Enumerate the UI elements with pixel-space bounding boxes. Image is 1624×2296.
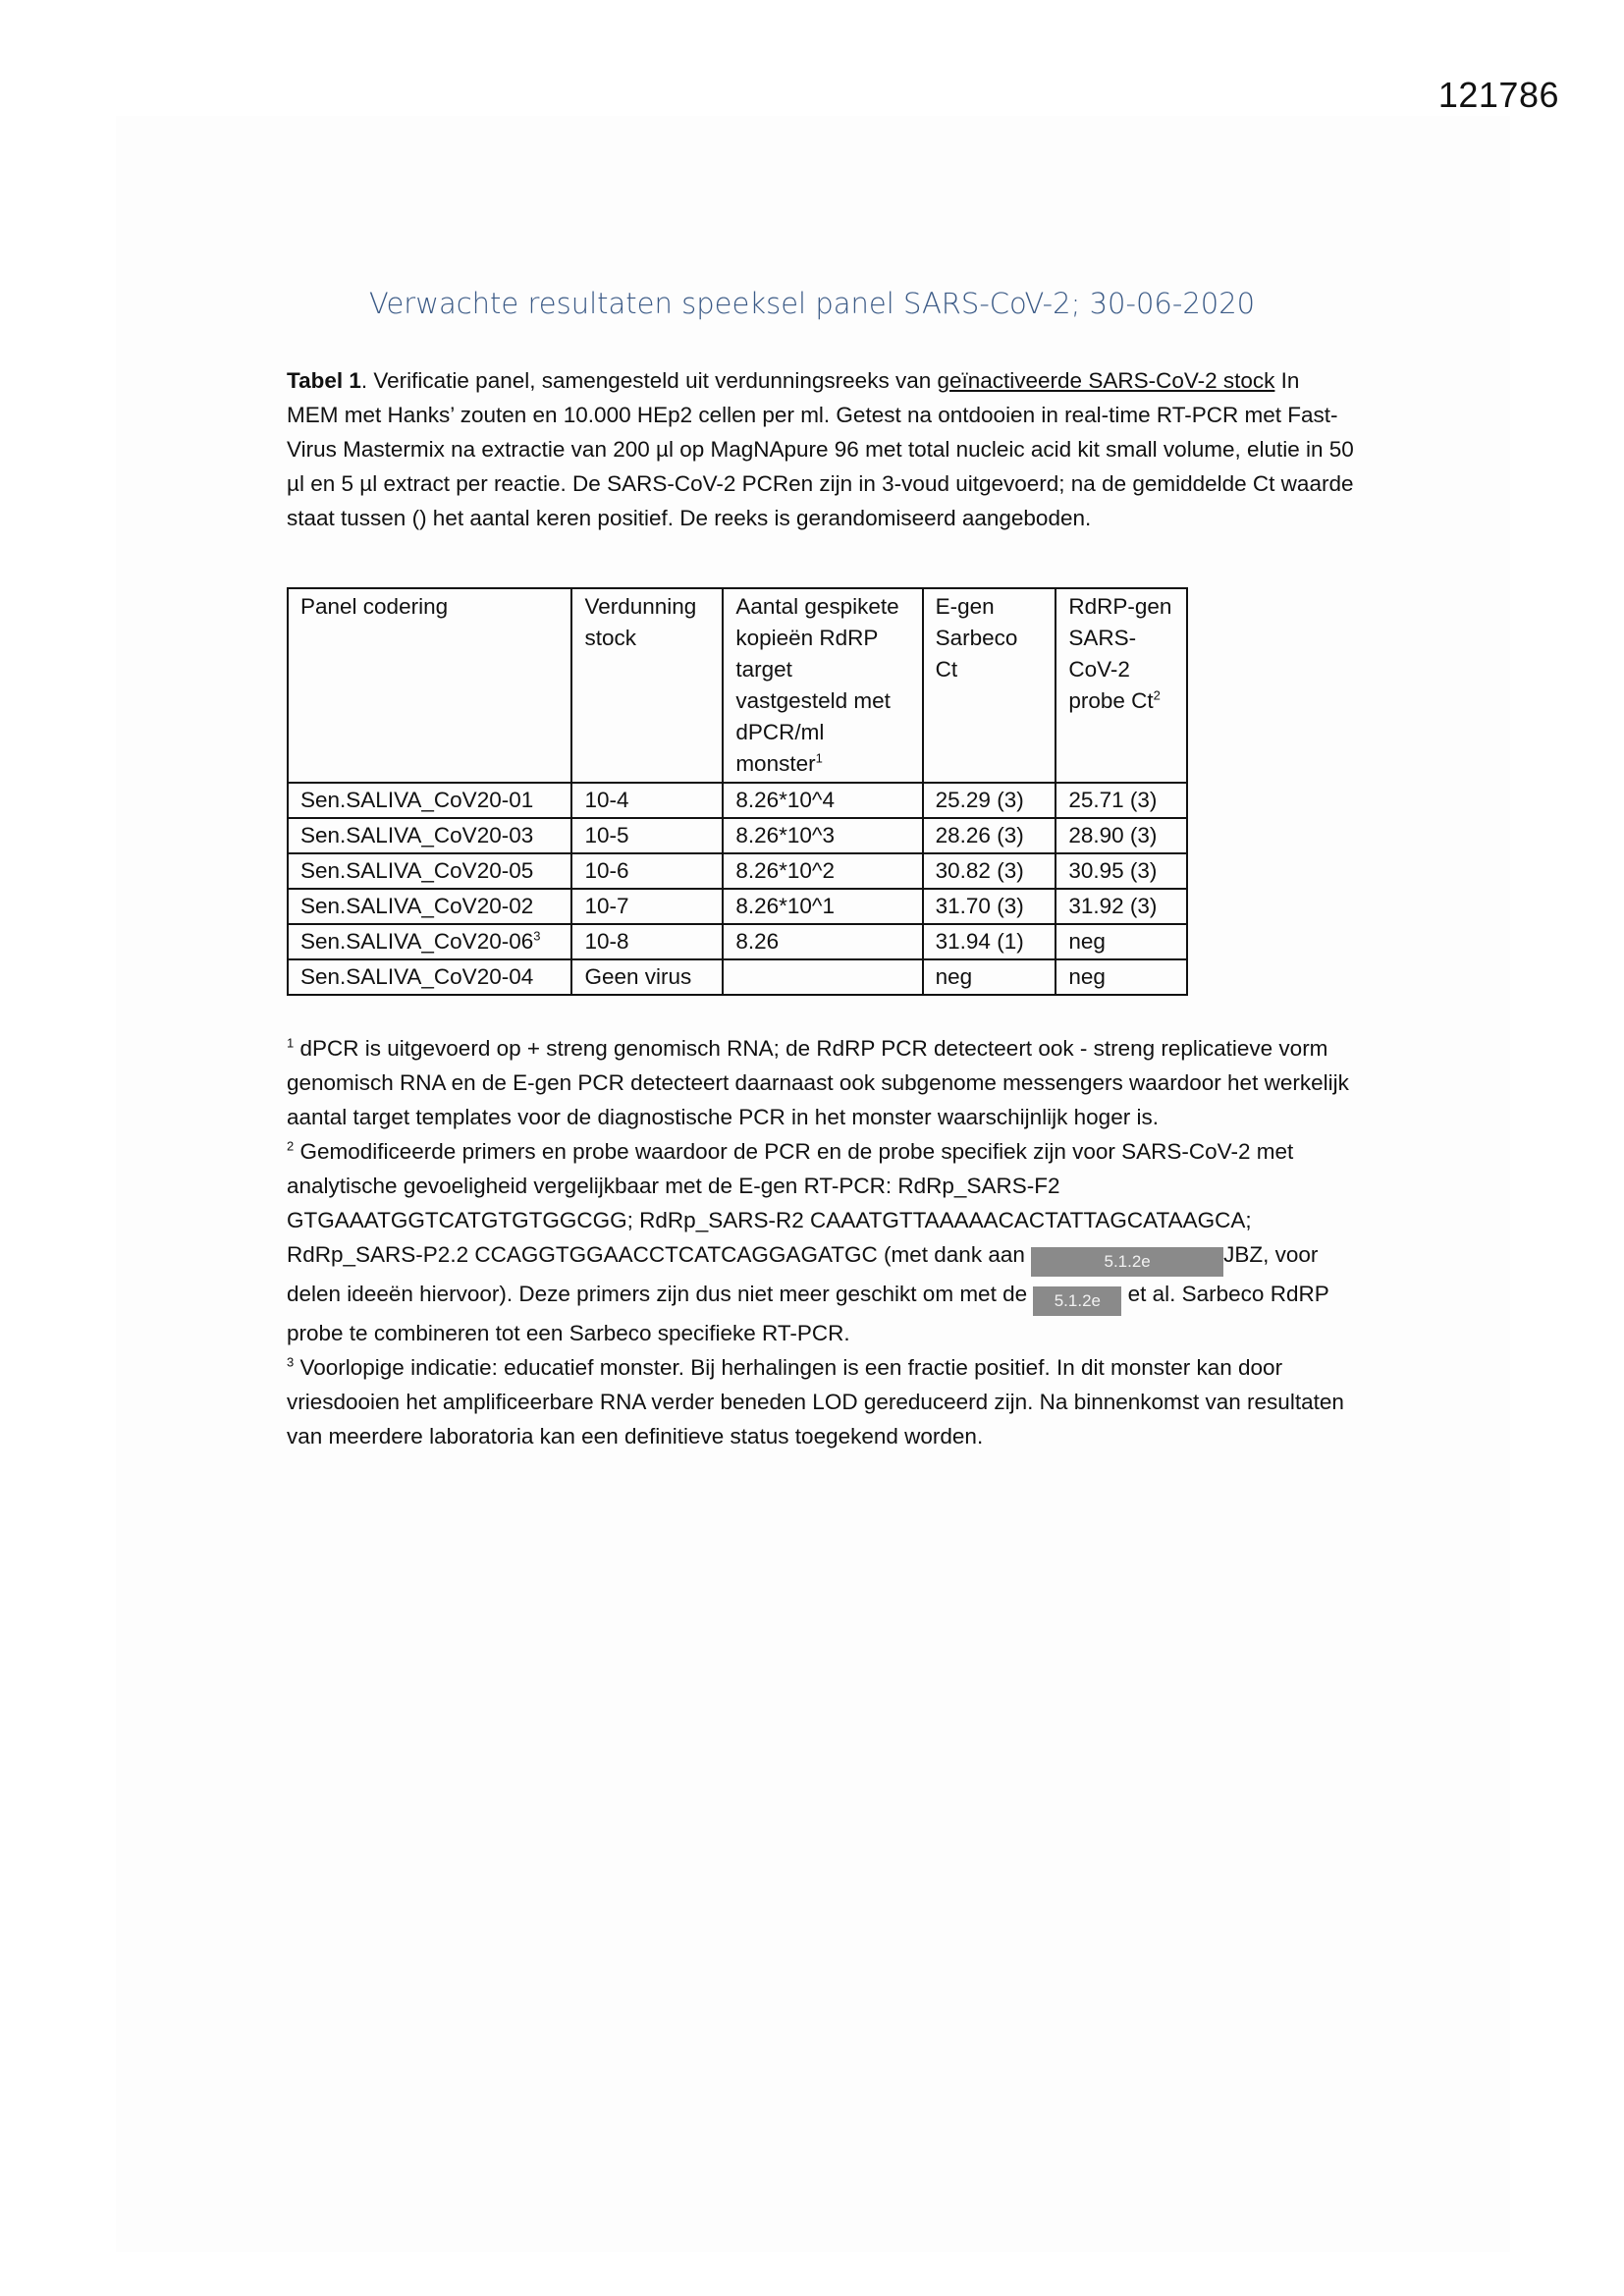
cell-egen: 31.70 (3) [923, 889, 1056, 924]
cell-dilution: 10-5 [571, 818, 723, 853]
cell-egen: neg [923, 959, 1056, 995]
cell-copies: 8.26*10^1 [723, 889, 922, 924]
cell-rdrp: neg [1056, 959, 1187, 995]
cell-dilution: Geen virus [571, 959, 723, 995]
table-header-row [288, 588, 1187, 783]
cell-copies: 8.26*10^2 [723, 853, 922, 889]
redaction-box: 5.1.2e [1031, 1247, 1223, 1277]
table-row [288, 818, 1187, 853]
results-table [287, 587, 1188, 996]
header-rdrp: RdRP-gen SARS-CoV-2 probe Ct$^2$ [1056, 588, 1187, 783]
footnote-marker-1: 1 [815, 750, 823, 766]
cell-panel: Sen.SALIVA_CoV20-04 [288, 959, 571, 995]
header-aantal-kopieen: Aantal gespikete kopieën RdRP target vastgesteld met dPCR/ml monster$^1$ [723, 588, 922, 783]
table-row [288, 853, 1187, 889]
cell-copies: 8.26*10^3 [723, 818, 922, 853]
caption-underlined-text: geïnactiveerde SARS-CoV-2 stock [937, 368, 1275, 393]
cell-rdrp: 30.95 (3) [1056, 853, 1187, 889]
document-title: Verwachte resultaten speeksel panel SARS-CoV-2; 30-06-2020 [368, 287, 1256, 320]
cell-rdrp: 28.90 (3) [1056, 818, 1187, 853]
cell-panel: Sen.SALIVA_CoV20-05 [288, 853, 571, 889]
table-row [288, 924, 1187, 959]
document-number: 121786 [1437, 75, 1559, 115]
cell-copies [723, 959, 922, 995]
footnote-marker-3: 3 [533, 928, 541, 944]
cell-panel: Sen.SALIVA_CoV20-01 [288, 783, 571, 818]
caption-text-after: In MEM met Hanks’ zouten en 10.000 HEp2 cellen per ml. Getest na ontdooien in real-time RT-PCR met Fast-Virus Mastermix na extractie van 200 µl op MagNApure 96 met total nucleic acid kit small volume, elutie in 50 µl en 5 µl extract per reactie. De SARS-CoV-2 PCRen zijn in 3-voud uitgevoerd; na de gemiddelde Ct waarde staat tussen () het aantal keren positief. De reeks is gerandomiseerd aangeboden. [287, 368, 1354, 530]
cell-dilution: 10-7 [571, 889, 723, 924]
footnote-marker-2: 2 [1153, 687, 1161, 703]
header-egen: E-gen Sarbeco Ct [923, 588, 1056, 783]
cell-egen: 30.82 (3) [923, 853, 1056, 889]
cell-rdrp: neg [1056, 924, 1187, 959]
table-row [288, 959, 1187, 995]
table-caption [287, 363, 1357, 535]
footnote-1: $^1$ dPCR is uitgevoerd op + streng genomisch RNA; de RdRP PCR detecteert ook - streng replicatieve vorm genomisch RNA en de E-gen PCR detecteert daarnaast ook subgenome messengers waardoor het werkelijk aantal target templates voor de diagnostische PCR in het monster waarschijnlijk hoger is. [287, 1035, 1349, 1129]
cell-copies: 8.26 [723, 924, 922, 959]
caption-label: Tabel 1 [287, 368, 361, 393]
cell-egen: 31.94 (1) [923, 924, 1056, 959]
cell-panel: Sen.SALIVA_CoV20-03 [288, 818, 571, 853]
cell-panel: Sen.SALIVA_CoV20-02 [288, 889, 571, 924]
cell-dilution: 10-8 [571, 924, 723, 959]
cell-dilution: 10-4 [571, 783, 723, 818]
cell-panel: $Sen.SALIVA\_CoV20-06^3$ [288, 924, 571, 959]
cell-rdrp: 25.71 (3) [1056, 783, 1187, 818]
footnote-2: $^2$ Gemodificeerde primers en probe waardoor de PCR en de probe specifiek zijn voor SARS-CoV-2 met analytische gevoeligheid vergelijkbaar met de E-gen RT-PCR: RdRp_SARS-F2 GTGAAATGGTCATGTGTGGCGG; RdRp_SARS-R2 CAAATGTTAAAAACACTATTAGCATAAGCA; RdRp_SARS-P2.2 CCAGGTGGAACCTCATCAGGAGATGC (met dank aan 5.1.2e JBZ, voor delen ideeën hiervoor). Deze primers zijn dus niet meer geschikt om met de 5.1.2e et al. Sarbeco RdRP probe te combineren tot een Sarbeco specifieke RT-PCR. [287, 1138, 1329, 1345]
footnote-3: $^3$ Voorlopige indicatie: educatief monster. Bij herhalingen is een fractie positief. In dit monster kan door vriesdooien het amplificeerbare RNA verder beneden LOD gereduceerd zijn. Na binnenkomst van resultaten van meerdere laboratoria kan een definitieve status toegekend worden. [287, 1354, 1344, 1449]
cell-dilution: 10-6 [571, 853, 723, 889]
caption-text-before: . Verificatie panel, samengesteld uit verdunningsreeks van [360, 368, 938, 393]
cell-rdrp: 31.92 (3) [1056, 889, 1187, 924]
cell-egen: 25.29 (3) [923, 783, 1056, 818]
header-panel-codering: Panel codering [288, 588, 571, 783]
footnotes [287, 1031, 1357, 1453]
cell-egen: 28.26 (3) [923, 818, 1056, 853]
table-row [288, 889, 1187, 924]
header-verdunning: Verdunning stock [571, 588, 723, 783]
table-row [288, 783, 1187, 818]
redaction-box: 5.1.2e [1033, 1286, 1121, 1316]
cell-copies: 8.26*10^4 [723, 783, 922, 818]
